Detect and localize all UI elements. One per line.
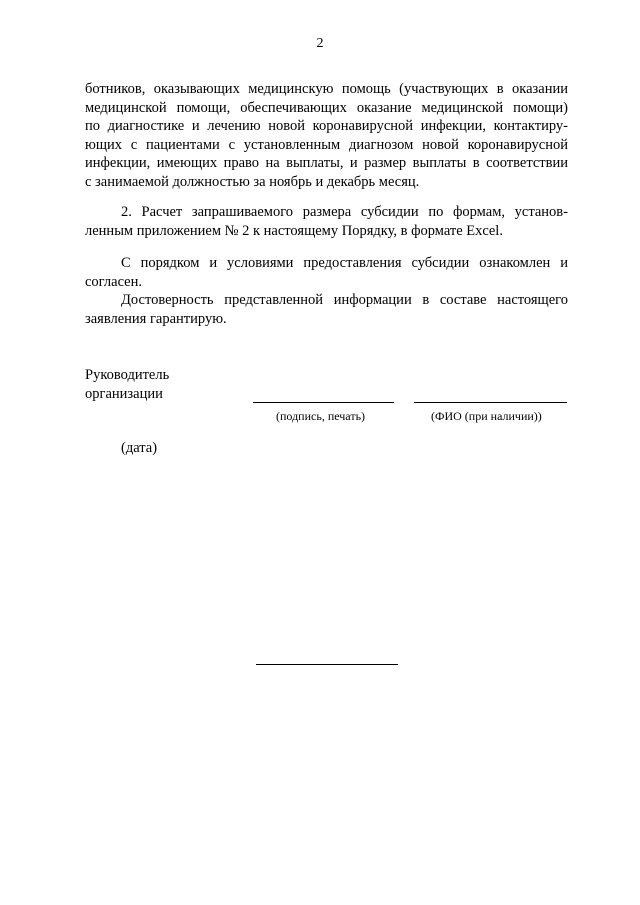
text-line: медицинской помощи, обеспечивающих оказание медицинской помощи) <box>85 99 568 116</box>
text-line: по диагностике и лечению новой коронавирусной инфекции, контактиру- <box>85 118 568 134</box>
closing-divider <box>256 664 398 665</box>
page-number: 2 <box>316 36 324 51</box>
name-line <box>414 402 567 403</box>
date-label: (дата) <box>121 440 158 456</box>
paragraph-subsidy-calculation <box>85 203 568 240</box>
signature-line <box>253 402 394 403</box>
text-line: заявления гарантирую. <box>85 310 227 327</box>
text-line: ботников, оказывающих медицинскую помощь (участвующих в оказании <box>85 81 568 97</box>
text-line: инфекции, имеющих право на выплаты, и размер выплаты в соответствии <box>85 155 568 171</box>
text-line: С порядком и условиями предоставления субсидии ознакомлен и <box>121 255 568 271</box>
paragraph-employees <box>85 80 568 191</box>
paragraph-guarantee <box>85 291 568 328</box>
signatory-label-line2: организации <box>85 385 163 402</box>
text-line: ющих с пациентами с установленным диагнозом новой коронавирусной <box>85 136 568 153</box>
text-line: 2. Расчет запрашиваемого размера субсидии по формам, установ- <box>121 204 568 220</box>
text-line: Достоверность представленной информации в составе настоящего <box>121 292 568 308</box>
signatory-label-line1: Руководитель <box>85 367 170 383</box>
signatory-label <box>85 366 169 403</box>
text-line: с занимаемой должностью за ноябрь и декабрь месяц. <box>85 173 420 190</box>
text-line: ленным приложением № 2 к настоящему Порядку, в формате Excel. <box>85 222 503 239</box>
signature-caption: (подпись, печать) <box>276 409 366 423</box>
paragraph-acknowledgement <box>85 254 568 291</box>
text-line: согласен. <box>85 273 143 290</box>
name-caption: (ФИО (при наличии)) <box>431 409 542 423</box>
